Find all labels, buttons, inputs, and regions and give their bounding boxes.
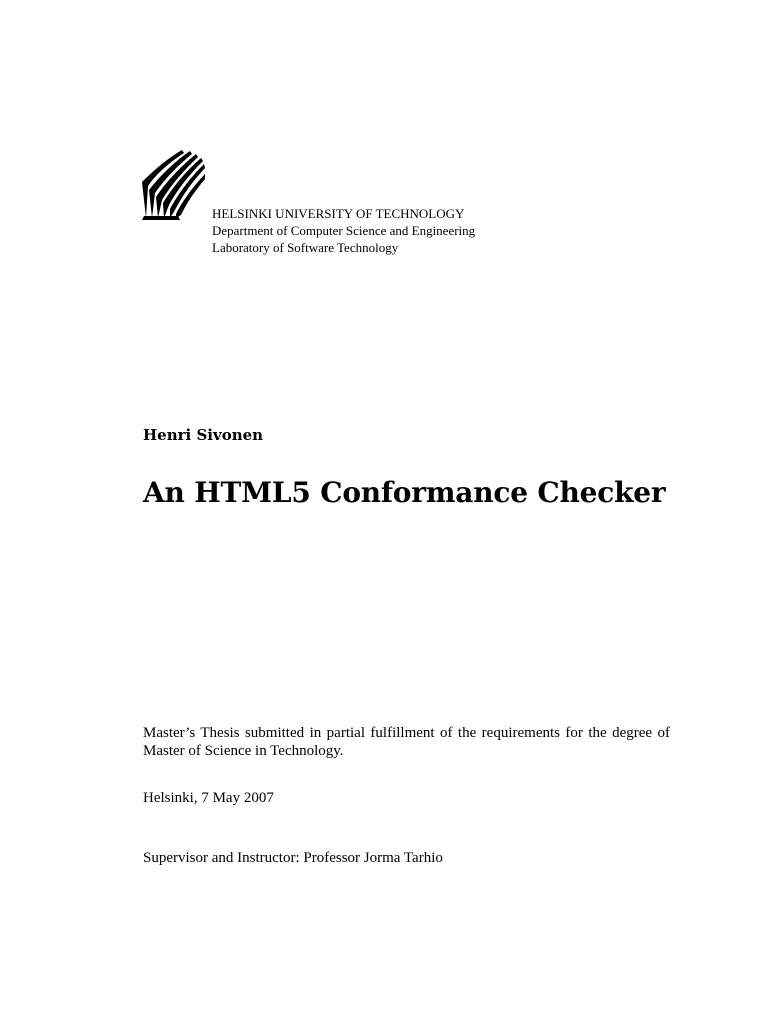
- university-name: HELSINKI UNIVERSITY OF TECHNOLOGY: [212, 206, 465, 221]
- laboratory-name: Laboratory of Software Technology: [212, 240, 399, 255]
- thesis-title: An HTML5 Conformance Checker: [143, 476, 666, 509]
- institution-block: [212, 205, 475, 256]
- university-fan-logo-icon: [140, 140, 206, 222]
- supervisor-line: Supervisor and Instructor: Professor Jorma Tarhio: [143, 850, 443, 866]
- department-name: Department of Computer Science and Engineering: [212, 223, 476, 238]
- author-name: Henri Sivonen: [143, 426, 264, 444]
- place-and-date: Helsinki, 7 May 2007: [143, 790, 274, 806]
- degree-statement: Master’s Thesis submitted in partial fulfillment of the requirements for the degree of Master of Science in Technology.: [143, 725, 670, 759]
